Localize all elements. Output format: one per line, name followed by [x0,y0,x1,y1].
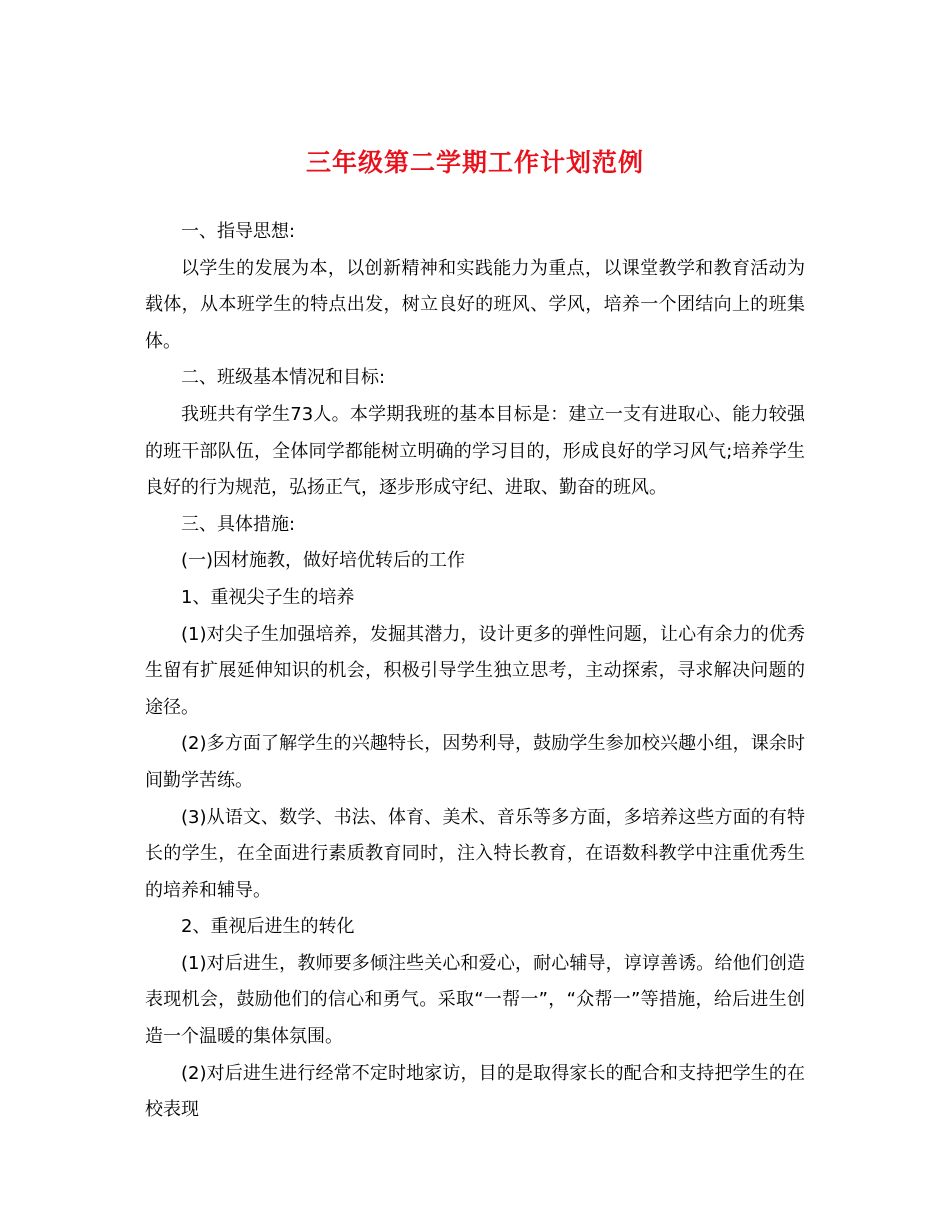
subheading-top-students: 1、重视尖子生的培养 [181,586,355,608]
document-title: 三年级第二学期工作计划范例 [305,148,644,177]
paragraph-top-students-3: (3)从语文、数学、书法、体育、美术、音乐等多方面，多培养这些方面的有特长的学生，在全面进行素质教育同时，注入特长教育，在语数科教学中注重优秀生的培养和辅导。 [145,806,805,901]
paragraph-top-students-1: (1)对尖子生加强培养，发掘其潜力，设计更多的弹性问题，让心有余力的优秀生留有扩展延伸知识的机会，积极引导学生独立思考，主动探索，寻求解决问题的途径。 [145,623,805,718]
paragraph-top-students-2: (2)多方面了解学生的兴趣特长，因势利导，鼓励学生参加校兴趣小组，课余时间勤学苦练。 [145,733,805,791]
subheading-teaching-by-aptitude: (一)因材施教，做好培优转后的工作 [181,550,466,572]
paragraph-guiding-ideology: 以学生的发展为本，以创新精神和实践能力为重点，以课堂教学和教育活动为载体，从本班学生的特点出发，树立良好的班风、学风，培养一个团结向上的班集体。 [145,257,805,352]
heading-class-situation: 二、班级基本情况和目标: [181,367,386,389]
heading-guiding-ideology: 一、指导思想: [181,221,296,242]
paragraph-struggling-students-2: (2)对后进生进行经常不定时地家访，目的是取得家长的配合和支持把学生的在校表现 [145,1062,805,1121]
document-body [145,214,805,1129]
paragraph-struggling-students-1: (1)对后进生，教师要多倾注些关心和爱心，耐心辅导，谆谆善诱。给他们创造表现机会，鼓励他们的信心和勇气。采取“一帮一”，“众帮一”等措施，给后进生创造一个温暖的集体氛围。 [145,952,805,1048]
heading-measures: 三、具体措施: [181,513,296,535]
paragraph-class-situation: 我班共有学生73人。本学期我班的基本目标是：建立一支有进取心、能力较强的班干部队伍，全体同学都能树立明确的学习目的，形成良好的学习风气;培养学生良好的行为规范，弘扬正气，逐步形成守纪、进取、勤奋的班风。 [145,403,805,499]
subheading-struggling-students: 2、重视后进生的转化 [181,916,355,938]
